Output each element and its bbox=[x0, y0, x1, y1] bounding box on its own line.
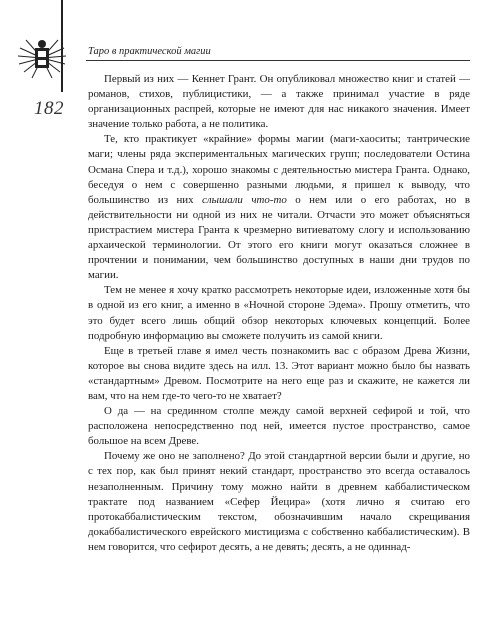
paragraph-4: Еще в третьей главе я имел честь познакомить вас с образом Древа Жизни, которое вы снова видите здесь на илл. 13. Этот вариант можно было бы назвать «стандартным» Древом. Посмотрите на него еще раз и скажите, не кажется ли вам, что на нем где-то чего-то не хватает? bbox=[88, 344, 470, 402]
paragraph-1: Первый из них — Кеннет Грант. Он опубликовал множество книг и статей — романов, стихов, публицистики, — а также принимал участие в ряде организационных распрей, которые не имеют для нас никакого значения. Имеет значение только работа, а не политика. bbox=[88, 73, 470, 131]
paragraph-2 bbox=[88, 132, 470, 283]
running-title: Таро в практической магии bbox=[88, 46, 211, 57]
paragraph-5: О да — на срединном столпе между самой верхней сефирой и той, что расположена непосредственно под ней, имеется пустое пространство, самое большое на всем Древе. bbox=[88, 405, 470, 448]
body-text bbox=[88, 72, 470, 555]
tarot-emblem-icon bbox=[16, 34, 68, 82]
paragraph-2-part-2: о нем или о его работах, но в действительности ни одной из них не читали. Отчасти это может объясняться пристрастием мистера Гранта к чрезмерно витиеватому слогу и использованию архаической терминологии. От этого его книги могут оказаться сложнее в прочтении и понимании, чем большинство доступных в наши дни трудов по магии. bbox=[88, 193, 470, 282]
paragraph-2-part-1: Те, кто практикует «крайние» формы магии (маги-хаоситы; тантрические маги; члены ряда экспериментальных магических групп; последователи Остина Османа Спера и т.д.), хорошо знакомы с деятельностью мистера Гранта. Однако, беседуя о нем с совершенно разными людьми, я пришел к выводу, что большинство из них bbox=[88, 133, 470, 206]
paragraph-6: Почему же оно не заполнено? До этой стандартной версии были и другие, но с тех пор, как был принят некий стандарт, пространство это всегда оставалось незаполненным. Причину тому можно найти в древнем каббалистическом трактате под названием «Сефер Йецира» (хотя лично я считаю его протокаббалистическим текстом, обозначившим начало скрещивания докаббалистического еврейского мистицизма с собственно каббалистическим). В нем говорится, что сефирот десять, а не девять; десять, а не одиннад- bbox=[88, 450, 470, 553]
paragraph-3: Тем не менее я хочу кратко рассмотреть некоторые идеи, изложенные хотя бы в одной из его книг, а именно в «Ночной стороне Эдема». Прошу отметить, что это будет всего лишь общий обзор некоторых ключевых концепций. Более подробную информацию вы сможете получить из самой книги. bbox=[88, 284, 470, 342]
header-rule bbox=[86, 60, 470, 61]
paragraph-2-emphasis: слышали что-то bbox=[202, 193, 287, 206]
page-number: 182 bbox=[34, 98, 64, 119]
